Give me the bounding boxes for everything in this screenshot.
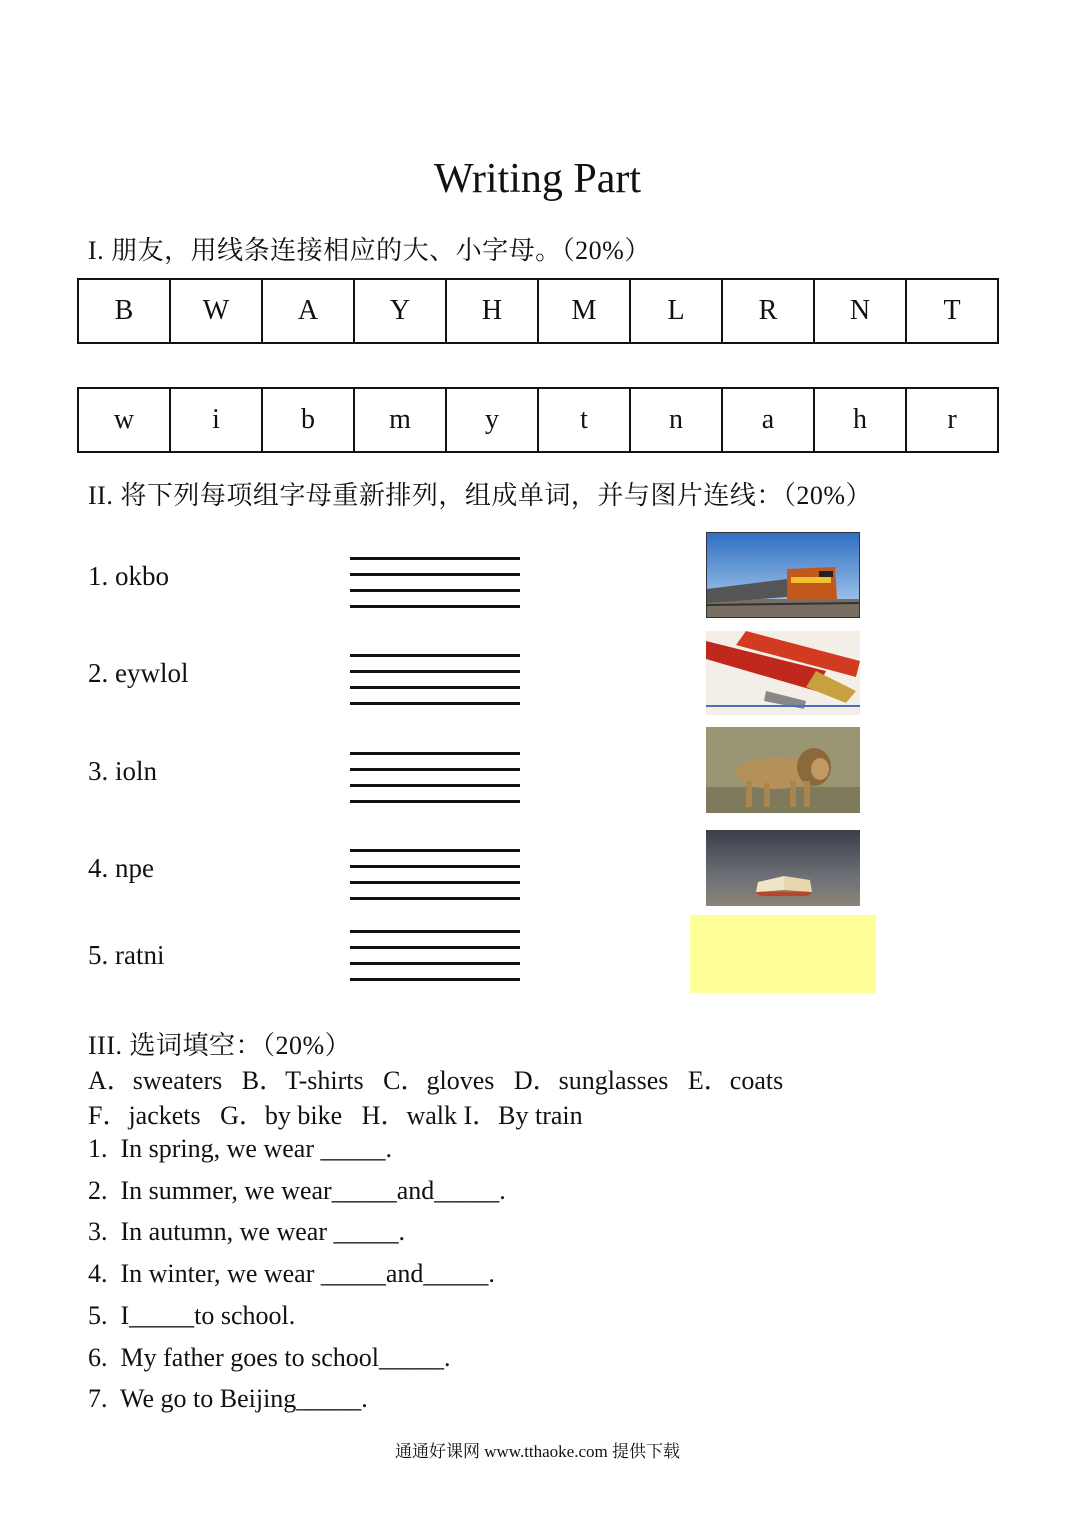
fill-in-sentence: 1. In spring, we wear _____.: [88, 1134, 392, 1163]
uppercase-letter: M: [538, 279, 630, 343]
uppercase-letter: A: [262, 279, 354, 343]
writing-lines[interactable]: [350, 849, 520, 913]
lowercase-letter: b: [262, 388, 354, 452]
open-book-photo: [706, 830, 860, 906]
lowercase-letter: t: [538, 388, 630, 452]
uppercase-letter: T: [906, 279, 998, 343]
uppercase-letter: H: [446, 279, 538, 343]
uppercase-letter: W: [170, 279, 262, 343]
writing-lines[interactable]: [350, 557, 520, 621]
scrambled-word: 5. ratni: [88, 940, 165, 970]
lowercase-letters-table: [77, 387, 999, 453]
uppercase-letter: Y: [354, 279, 446, 343]
lowercase-letter: i: [170, 388, 262, 452]
fountain-pen-photo: [706, 631, 860, 715]
scrambled-word: 2. eywlol: [88, 658, 189, 688]
uppercase-letter: B: [78, 279, 170, 343]
fill-in-sentence: 5. I_____to school.: [88, 1301, 296, 1330]
lowercase-letter: n: [630, 388, 722, 452]
fill-in-sentence: 2. In summer, we wear_____and_____.: [88, 1176, 506, 1205]
fill-in-sentence: 6. My father goes to school_____.: [88, 1343, 451, 1372]
train-photo: [706, 532, 860, 618]
page-title: Writing Part: [433, 156, 642, 202]
yellow-box: [690, 915, 876, 993]
writing-lines[interactable]: [350, 930, 520, 994]
lowercase-letter: h: [814, 388, 906, 452]
lowercase-letter: r: [906, 388, 998, 452]
fill-in-sentence: 4. In winter, we wear _____and_____.: [88, 1259, 495, 1288]
footer-credit: 通通好课网 www.tthaoke.com 提供下载: [394, 1442, 681, 1461]
fill-in-sentence: 3. In autumn, we wear _____.: [88, 1217, 405, 1246]
lowercase-letter: y: [446, 388, 538, 452]
lowercase-letter: a: [722, 388, 814, 452]
uppercase-letter: R: [722, 279, 814, 343]
uppercase-letter: N: [814, 279, 906, 343]
section-3-heading: III. 选词填空：（20%）: [88, 1031, 352, 1060]
options-line-1: A．sweaters B．T-shirts C．gloves D．sunglasses E．coats: [88, 1066, 784, 1095]
writing-lines[interactable]: [350, 654, 520, 718]
scrambled-word: 4. npe: [88, 853, 154, 883]
uppercase-letter: L: [630, 279, 722, 343]
scrambled-word: 1. okbo: [88, 561, 169, 591]
lowercase-letter: m: [354, 388, 446, 452]
scrambled-word: 3. ioln: [88, 756, 158, 786]
uppercase-letters-table: [77, 278, 999, 344]
options-line-2: F．jackets G．by bike H．walk I．By train: [88, 1101, 583, 1130]
lion-photo: [706, 727, 860, 813]
section-1-heading: I. 朋友，用线条连接相应的大、小字母。（20%）: [88, 236, 651, 265]
writing-lines[interactable]: [350, 752, 520, 816]
section-2-heading: II. 将下列每项组字母重新排列，组成单词，并与图片连线：（20%）: [88, 481, 872, 510]
fill-in-sentence: 7. We go to Beijing_____.: [88, 1384, 368, 1413]
lowercase-letter: w: [78, 388, 170, 452]
